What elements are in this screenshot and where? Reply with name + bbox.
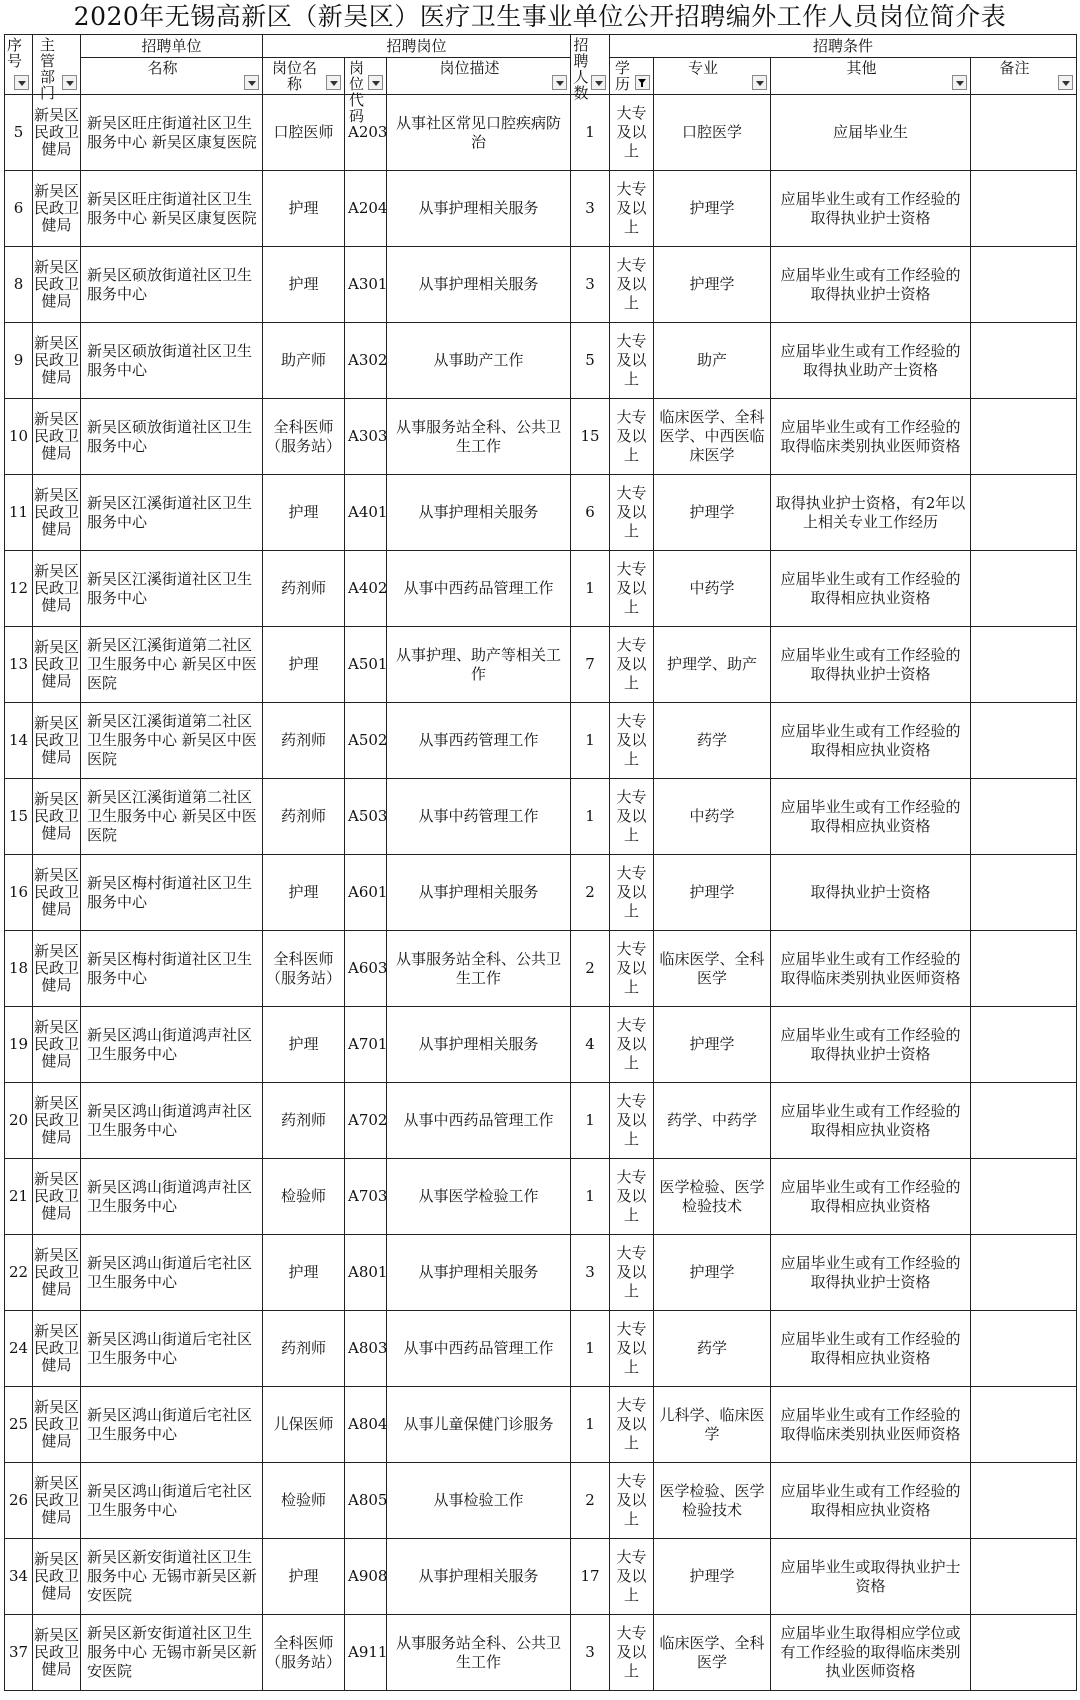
major-cell[interactable]: 护理学	[654, 171, 771, 247]
remark-cell[interactable]	[971, 1007, 1077, 1083]
header-dept[interactable]: 主管部门	[33, 35, 81, 95]
filter-dropdown-icon[interactable]	[1058, 75, 1073, 90]
other-cell[interactable]: 应届毕业生或有工作经验的取得执业护士资格	[771, 1007, 971, 1083]
seq-cell[interactable]: 5	[5, 95, 33, 171]
table-row[interactable]	[5, 627, 1077, 703]
unit-cell[interactable]: 新吴区鸿山街道后宅社区卫生服务中心	[81, 1235, 263, 1311]
table-row[interactable]	[5, 1387, 1077, 1463]
dept-cell[interactable]: 新吴区民政卫健局	[33, 703, 81, 779]
remark-cell[interactable]	[971, 171, 1077, 247]
post-code-cell[interactable]: A301	[345, 247, 387, 323]
post-name-cell[interactable]: 助产师	[263, 323, 345, 399]
post-desc-cell[interactable]: 从事中西药品管理工作	[387, 551, 571, 627]
unit-cell[interactable]: 新吴区鸿山街道后宅社区卫生服务中心	[81, 1387, 263, 1463]
post-desc-cell[interactable]: 从事中西药品管理工作	[387, 1083, 571, 1159]
post-code-cell[interactable]: A803	[345, 1311, 387, 1387]
filter-dropdown-icon[interactable]	[244, 75, 259, 90]
header-post-code[interactable]: 岗位代码	[345, 58, 387, 95]
filter-dropdown-icon[interactable]	[368, 75, 383, 90]
count-cell[interactable]: 1	[571, 779, 610, 855]
other-cell[interactable]: 应届毕业生或有工作经验的取得相应执业资格	[771, 1311, 971, 1387]
unit-cell[interactable]: 新吴区硕放街道社区卫生服务中心	[81, 323, 263, 399]
post-desc-cell[interactable]: 从事护理相关服务	[387, 855, 571, 931]
post-name-cell[interactable]: 护理	[263, 171, 345, 247]
major-cell[interactable]: 护理学、助产	[654, 627, 771, 703]
post-name-cell[interactable]: 护理	[263, 1235, 345, 1311]
filter-dropdown-icon[interactable]	[952, 75, 967, 90]
count-cell[interactable]: 7	[571, 627, 610, 703]
post-code-cell[interactable]: A402	[345, 551, 387, 627]
remark-cell[interactable]	[971, 1083, 1077, 1159]
post-code-cell[interactable]: A302	[345, 323, 387, 399]
dept-cell[interactable]: 新吴区民政卫健局	[33, 1615, 81, 1691]
page-title: 2020年无锡高新区（新吴区）医疗卫生事业单位公开招聘编外工作人员岗位简介表	[73, 2, 1007, 31]
dept-cell[interactable]: 新吴区民政卫健局	[33, 1539, 81, 1615]
post-name-cell[interactable]: 全科医师（服务站）	[263, 1615, 345, 1691]
post-desc-cell[interactable]: 从事医学检验工作	[387, 1159, 571, 1235]
post-code-cell[interactable]: A303	[345, 399, 387, 475]
unit-cell[interactable]: 新吴区江溪街道社区卫生服务中心	[81, 551, 263, 627]
seq-cell[interactable]: 37	[5, 1615, 33, 1691]
header-cond-group: 招聘条件	[610, 35, 1077, 58]
post-desc-cell[interactable]: 从事儿童保健门诊服务	[387, 1387, 571, 1463]
table-row[interactable]	[5, 551, 1077, 627]
unit-cell[interactable]: 新吴区新安街道社区卫生服务中心 无锡市新吴区新安医院	[81, 1615, 263, 1691]
seq-cell[interactable]: 11	[5, 475, 33, 551]
edu-cell[interactable]: 大专及以上	[610, 1007, 654, 1083]
edu-cell[interactable]: 大专及以上	[610, 1539, 654, 1615]
header-major[interactable]: 专业	[654, 58, 771, 95]
post-name-cell[interactable]: 全科医师（服务站）	[263, 931, 345, 1007]
major-cell[interactable]: 中药学	[654, 551, 771, 627]
other-cell[interactable]: 应届毕业生或取得执业护士资格	[771, 1539, 971, 1615]
filter-dropdown-icon[interactable]	[62, 75, 77, 90]
table-row[interactable]	[5, 1235, 1077, 1311]
major-cell[interactable]: 中药学	[654, 779, 771, 855]
post-name-cell[interactable]: 护理	[263, 627, 345, 703]
seq-cell[interactable]: 16	[5, 855, 33, 931]
count-cell[interactable]: 1	[571, 95, 610, 171]
header-post-group: 招聘岗位	[263, 35, 571, 58]
post-desc-cell[interactable]: 从事护理相关服务	[387, 1007, 571, 1083]
header-post-name[interactable]: 岗位名称	[263, 58, 345, 95]
table-row[interactable]	[5, 247, 1077, 323]
edu-cell[interactable]: 大专及以上	[610, 1083, 654, 1159]
post-desc-cell[interactable]: 从事服务站全科、公共卫生工作	[387, 931, 571, 1007]
dept-cell[interactable]: 新吴区民政卫健局	[33, 323, 81, 399]
seq-cell[interactable]: 8	[5, 247, 33, 323]
edu-cell[interactable]: 大专及以上	[610, 475, 654, 551]
post-name-cell[interactable]: 药剂师	[263, 779, 345, 855]
dept-cell[interactable]: 新吴区民政卫健局	[33, 247, 81, 323]
remark-cell[interactable]	[971, 1235, 1077, 1311]
count-cell[interactable]: 2	[571, 855, 610, 931]
other-cell[interactable]: 应届毕业生或有工作经验的取得相应执业资格	[771, 703, 971, 779]
header-unit-group: 招聘单位	[81, 35, 263, 58]
major-cell[interactable]: 医学检验、医学检验技术	[654, 1159, 771, 1235]
edu-cell[interactable]: 大专及以上	[610, 1615, 654, 1691]
seq-cell[interactable]: 6	[5, 171, 33, 247]
remark-cell[interactable]	[971, 1539, 1077, 1615]
edu-cell[interactable]: 大专及以上	[610, 95, 654, 171]
post-code-cell[interactable]: A501	[345, 627, 387, 703]
table-row[interactable]	[5, 475, 1077, 551]
table-row[interactable]	[5, 1007, 1077, 1083]
major-cell[interactable]: 药学	[654, 1311, 771, 1387]
major-cell[interactable]: 护理学	[654, 1539, 771, 1615]
unit-cell[interactable]: 新吴区旺庄街道社区卫生服务中心 新吴区康复医院	[81, 95, 263, 171]
dept-cell[interactable]: 新吴区民政卫健局	[33, 779, 81, 855]
edu-cell[interactable]: 大专及以上	[610, 703, 654, 779]
post-name-cell[interactable]: 护理	[263, 1007, 345, 1083]
seq-cell[interactable]: 19	[5, 1007, 33, 1083]
remark-cell[interactable]	[971, 247, 1077, 323]
post-name-cell[interactable]: 口腔医师	[263, 95, 345, 171]
seq-cell[interactable]: 21	[5, 1159, 33, 1235]
dept-cell[interactable]: 新吴区民政卫健局	[33, 475, 81, 551]
seq-cell[interactable]: 10	[5, 399, 33, 475]
post-code-cell[interactable]: A703	[345, 1159, 387, 1235]
header-post-desc[interactable]: 岗位描述	[387, 58, 571, 95]
post-name-cell[interactable]: 全科医师（服务站）	[263, 399, 345, 475]
other-cell[interactable]: 应届毕业生或有工作经验的取得执业助产士资格	[771, 323, 971, 399]
unit-cell[interactable]: 新吴区江溪街道第二社区卫生服务中心 新吴区中医医院	[81, 703, 263, 779]
major-cell[interactable]: 护理学	[654, 1235, 771, 1311]
dept-cell[interactable]: 新吴区民政卫健局	[33, 931, 81, 1007]
remark-cell[interactable]	[971, 1311, 1077, 1387]
unit-cell[interactable]: 新吴区江溪街道第二社区卫生服务中心 新吴区中医医院	[81, 779, 263, 855]
unit-cell[interactable]: 新吴区新安街道社区卫生服务中心 无锡市新吴区新安医院	[81, 1539, 263, 1615]
edu-cell[interactable]: 大专及以上	[610, 855, 654, 931]
dept-cell[interactable]: 新吴区民政卫健局	[33, 171, 81, 247]
major-cell[interactable]: 护理学	[654, 475, 771, 551]
header-row-fields	[5, 58, 1077, 95]
remark-cell[interactable]	[971, 475, 1077, 551]
remark-cell[interactable]	[971, 1463, 1077, 1539]
count-cell[interactable]: 17	[571, 1539, 610, 1615]
post-desc-cell[interactable]: 从事助产工作	[387, 323, 571, 399]
edu-cell[interactable]: 大专及以上	[610, 1311, 654, 1387]
post-name-cell[interactable]: 药剂师	[263, 1083, 345, 1159]
count-cell[interactable]: 4	[571, 1007, 610, 1083]
table-row[interactable]	[5, 1159, 1077, 1235]
dept-cell[interactable]: 新吴区民政卫健局	[33, 95, 81, 171]
unit-cell[interactable]: 新吴区硕放街道社区卫生服务中心	[81, 399, 263, 475]
count-cell[interactable]: 5	[571, 323, 610, 399]
post-desc-cell[interactable]: 从事护理相关服务	[387, 171, 571, 247]
count-cell[interactable]: 3	[571, 171, 610, 247]
dept-cell[interactable]: 新吴区民政卫健局	[33, 399, 81, 475]
header-other[interactable]: 其他	[771, 58, 971, 95]
major-cell[interactable]: 口腔医学	[654, 95, 771, 171]
major-cell[interactable]: 助产	[654, 323, 771, 399]
count-cell[interactable]: 1	[571, 1159, 610, 1235]
table-row[interactable]	[5, 703, 1077, 779]
count-cell[interactable]: 3	[571, 1235, 610, 1311]
remark-cell[interactable]	[971, 1615, 1077, 1691]
remark-cell[interactable]	[971, 779, 1077, 855]
filter-dropdown-icon[interactable]	[326, 75, 341, 90]
edu-cell[interactable]: 大专及以上	[610, 1159, 654, 1235]
seq-cell[interactable]: 25	[5, 1387, 33, 1463]
unit-cell[interactable]: 新吴区梅村街道社区卫生服务中心	[81, 931, 263, 1007]
unit-cell[interactable]: 新吴区鸿山街道后宅社区卫生服务中心	[81, 1311, 263, 1387]
count-cell[interactable]: 3	[571, 247, 610, 323]
header-remark[interactable]: 备注	[971, 58, 1077, 95]
post-desc-cell[interactable]: 从事护理相关服务	[387, 247, 571, 323]
table-row[interactable]	[5, 779, 1077, 855]
other-cell[interactable]: 取得执业护士资格，有2年以上相关专业工作经历	[771, 475, 971, 551]
remark-cell[interactable]	[971, 931, 1077, 1007]
post-code-cell[interactable]: A702	[345, 1083, 387, 1159]
dept-cell[interactable]: 新吴区民政卫健局	[33, 1235, 81, 1311]
other-cell[interactable]: 应届毕业生或有工作经验的取得执业护士资格	[771, 247, 971, 323]
other-cell[interactable]: 应届毕业生或有工作经验的取得临床类别执业医师资格	[771, 1387, 971, 1463]
table-row[interactable]	[5, 323, 1077, 399]
post-desc-cell[interactable]: 从事服务站全科、公共卫生工作	[387, 1615, 571, 1691]
other-cell[interactable]: 应届毕业生或有工作经验的取得相应执业资格	[771, 551, 971, 627]
edu-cell[interactable]: 大专及以上	[610, 171, 654, 247]
other-cell[interactable]: 应届毕业生或有工作经验的取得相应执业资格	[771, 779, 971, 855]
count-cell[interactable]: 1	[571, 551, 610, 627]
unit-cell[interactable]: 新吴区江溪街道第二社区卫生服务中心 新吴区中医医院	[81, 627, 263, 703]
unit-cell[interactable]: 新吴区硕放街道社区卫生服务中心	[81, 247, 263, 323]
post-name-cell[interactable]: 检验师	[263, 1159, 345, 1235]
count-cell[interactable]: 6	[571, 475, 610, 551]
remark-cell[interactable]	[971, 1159, 1077, 1235]
table-row[interactable]	[5, 95, 1077, 171]
filter-dropdown-icon[interactable]	[752, 75, 767, 90]
edu-cell[interactable]: 大专及以上	[610, 931, 654, 1007]
post-code-cell[interactable]: A203	[345, 95, 387, 171]
header-row-group	[5, 35, 1077, 58]
major-cell[interactable]: 医学检验、医学检验技术	[654, 1463, 771, 1539]
major-cell[interactable]: 儿科学、临床医学	[654, 1387, 771, 1463]
other-cell[interactable]: 应届毕业生或有工作经验的取得执业护士资格	[771, 171, 971, 247]
dept-cell[interactable]: 新吴区民政卫健局	[33, 855, 81, 931]
unit-cell[interactable]: 新吴区鸿山街道鸿声社区卫生服务中心	[81, 1007, 263, 1083]
post-code-cell[interactable]: A601	[345, 855, 387, 931]
post-name-cell[interactable]: 护理	[263, 475, 345, 551]
table-row[interactable]	[5, 1311, 1077, 1387]
dept-cell[interactable]: 新吴区民政卫健局	[33, 627, 81, 703]
post-desc-cell[interactable]: 从事中西药品管理工作	[387, 1311, 571, 1387]
post-name-cell[interactable]: 护理	[263, 855, 345, 931]
post-code-cell[interactable]: A701	[345, 1007, 387, 1083]
major-cell[interactable]: 护理学	[654, 1007, 771, 1083]
seq-cell[interactable]: 24	[5, 1311, 33, 1387]
post-desc-cell[interactable]: 从事西药管理工作	[387, 703, 571, 779]
edu-cell[interactable]: 大专及以上	[610, 247, 654, 323]
post-code-cell[interactable]: A804	[345, 1387, 387, 1463]
header-edu[interactable]: 学历	[610, 58, 654, 95]
dept-cell[interactable]: 新吴区民政卫健局	[33, 1463, 81, 1539]
table-row[interactable]	[5, 1463, 1077, 1539]
count-cell[interactable]: 15	[571, 399, 610, 475]
other-cell[interactable]: 应届毕业生取得相应学位或有工作经验的取得临床类别执业医师资格	[771, 1615, 971, 1691]
post-name-cell[interactable]: 药剂师	[263, 551, 345, 627]
seq-cell[interactable]: 12	[5, 551, 33, 627]
table-row[interactable]	[5, 931, 1077, 1007]
job-table	[4, 34, 1077, 1691]
edu-cell[interactable]: 大专及以上	[610, 1463, 654, 1539]
post-desc-cell[interactable]: 从事护理相关服务	[387, 1539, 571, 1615]
remark-cell[interactable]	[971, 703, 1077, 779]
filter-active-icon[interactable]	[635, 75, 650, 90]
post-desc-cell[interactable]: 从事护理相关服务	[387, 1235, 571, 1311]
major-cell[interactable]: 药学	[654, 703, 771, 779]
major-cell[interactable]: 临床医学、全科医学	[654, 1615, 771, 1691]
filter-dropdown-icon[interactable]	[591, 75, 606, 90]
seq-cell[interactable]: 34	[5, 1539, 33, 1615]
unit-cell[interactable]: 新吴区旺庄街道社区卫生服务中心 新吴区康复医院	[81, 171, 263, 247]
count-cell[interactable]: 2	[571, 931, 610, 1007]
dept-cell[interactable]: 新吴区民政卫健局	[33, 1083, 81, 1159]
seq-cell[interactable]: 9	[5, 323, 33, 399]
table-row[interactable]	[5, 399, 1077, 475]
edu-cell[interactable]: 大专及以上	[610, 1235, 654, 1311]
header-seq[interactable]: 序号	[5, 35, 33, 95]
unit-cell[interactable]: 新吴区江溪街道社区卫生服务中心	[81, 475, 263, 551]
post-code-cell[interactable]: A502	[345, 703, 387, 779]
other-cell[interactable]: 应届毕业生	[771, 95, 971, 171]
count-cell[interactable]: 1	[571, 1387, 610, 1463]
post-name-cell[interactable]: 药剂师	[263, 1311, 345, 1387]
table-row[interactable]	[5, 171, 1077, 247]
post-code-cell[interactable]: A805	[345, 1463, 387, 1539]
table-row[interactable]	[5, 1615, 1077, 1691]
post-code-cell[interactable]: A801	[345, 1235, 387, 1311]
post-desc-cell[interactable]: 从事社区常见口腔疾病防治	[387, 95, 571, 171]
header-unit-name[interactable]: 名称	[81, 58, 263, 95]
unit-cell[interactable]: 新吴区鸿山街道鸿声社区卫生服务中心	[81, 1159, 263, 1235]
post-desc-cell[interactable]: 从事护理、助产等相关工作	[387, 627, 571, 703]
unit-cell[interactable]: 新吴区鸿山街道后宅社区卫生服务中心	[81, 1463, 263, 1539]
unit-cell[interactable]: 新吴区鸿山街道鸿声社区卫生服务中心	[81, 1083, 263, 1159]
unit-cell[interactable]: 新吴区梅村街道社区卫生服务中心	[81, 855, 263, 931]
count-cell[interactable]: 1	[571, 703, 610, 779]
post-name-cell[interactable]: 护理	[263, 1539, 345, 1615]
post-code-cell[interactable]: A908	[345, 1539, 387, 1615]
edu-cell[interactable]: 大专及以上	[610, 1387, 654, 1463]
post-name-cell[interactable]: 护理	[263, 247, 345, 323]
seq-cell[interactable]: 20	[5, 1083, 33, 1159]
edu-cell[interactable]: 大专及以上	[610, 779, 654, 855]
edu-cell[interactable]: 大专及以上	[610, 551, 654, 627]
count-cell[interactable]: 1	[571, 1083, 610, 1159]
dept-cell[interactable]: 新吴区民政卫健局	[33, 1311, 81, 1387]
dept-cell[interactable]: 新吴区民政卫健局	[33, 1007, 81, 1083]
post-code-cell[interactable]: A503	[345, 779, 387, 855]
major-cell[interactable]: 药学、中药学	[654, 1083, 771, 1159]
other-cell[interactable]: 取得执业护士资格	[771, 855, 971, 931]
other-cell[interactable]: 应届毕业生或有工作经验的取得相应执业资格	[771, 1159, 971, 1235]
filter-dropdown-icon[interactable]	[552, 75, 567, 90]
edu-cell[interactable]: 大专及以上	[610, 323, 654, 399]
seq-cell[interactable]: 13	[5, 627, 33, 703]
seq-cell[interactable]: 14	[5, 703, 33, 779]
remark-cell[interactable]	[971, 95, 1077, 171]
major-cell[interactable]: 护理学	[654, 247, 771, 323]
other-cell[interactable]: 应届毕业生或有工作经验的取得执业护士资格	[771, 627, 971, 703]
other-cell[interactable]: 应届毕业生或有工作经验的取得相应执业资格	[771, 1083, 971, 1159]
table-row[interactable]	[5, 1083, 1077, 1159]
major-cell[interactable]: 护理学	[654, 855, 771, 931]
header-count[interactable]: 招聘人数	[571, 35, 610, 95]
dept-cell[interactable]: 新吴区民政卫健局	[33, 551, 81, 627]
post-desc-cell[interactable]: 从事检验工作	[387, 1463, 571, 1539]
major-cell[interactable]: 临床医学、全科医学、中西医临床医学	[654, 399, 771, 475]
remark-cell[interactable]	[971, 323, 1077, 399]
remark-cell[interactable]	[971, 399, 1077, 475]
post-name-cell[interactable]: 检验师	[263, 1463, 345, 1539]
post-name-cell[interactable]: 药剂师	[263, 703, 345, 779]
dept-cell[interactable]: 新吴区民政卫健局	[33, 1159, 81, 1235]
post-desc-cell[interactable]: 从事护理相关服务	[387, 475, 571, 551]
post-code-cell[interactable]: A204	[345, 171, 387, 247]
edu-cell[interactable]: 大专及以上	[610, 627, 654, 703]
table-row[interactable]	[5, 855, 1077, 931]
seq-cell[interactable]: 15	[5, 779, 33, 855]
post-code-cell[interactable]: A401	[345, 475, 387, 551]
post-desc-cell[interactable]: 从事中药管理工作	[387, 779, 571, 855]
count-cell[interactable]: 2	[571, 1463, 610, 1539]
remark-cell[interactable]	[971, 855, 1077, 931]
other-cell[interactable]: 应届毕业生或有工作经验的取得临床类别执业医师资格	[771, 399, 971, 475]
major-cell[interactable]: 临床医学、全科医学	[654, 931, 771, 1007]
remark-cell[interactable]	[971, 627, 1077, 703]
seq-cell[interactable]: 18	[5, 931, 33, 1007]
edu-cell[interactable]: 大专及以上	[610, 399, 654, 475]
count-cell[interactable]: 3	[571, 1615, 610, 1691]
dept-cell[interactable]: 新吴区民政卫健局	[33, 1387, 81, 1463]
filter-dropdown-icon[interactable]	[14, 75, 29, 90]
other-cell[interactable]: 应届毕业生或有工作经验的取得相应执业资格	[771, 1463, 971, 1539]
count-cell[interactable]: 1	[571, 1311, 610, 1387]
remark-cell[interactable]	[971, 551, 1077, 627]
other-cell[interactable]: 应届毕业生或有工作经验的取得临床类别执业医师资格	[771, 931, 971, 1007]
remark-cell[interactable]	[971, 1387, 1077, 1463]
seq-cell[interactable]: 26	[5, 1463, 33, 1539]
post-code-cell[interactable]: A911	[345, 1615, 387, 1691]
post-code-cell[interactable]: A603	[345, 931, 387, 1007]
post-desc-cell[interactable]: 从事服务站全科、公共卫生工作	[387, 399, 571, 475]
post-name-cell[interactable]: 儿保医师	[263, 1387, 345, 1463]
other-cell[interactable]: 应届毕业生或有工作经验的取得执业护士资格	[771, 1235, 971, 1311]
table-row[interactable]	[5, 1539, 1077, 1615]
seq-cell[interactable]: 22	[5, 1235, 33, 1311]
